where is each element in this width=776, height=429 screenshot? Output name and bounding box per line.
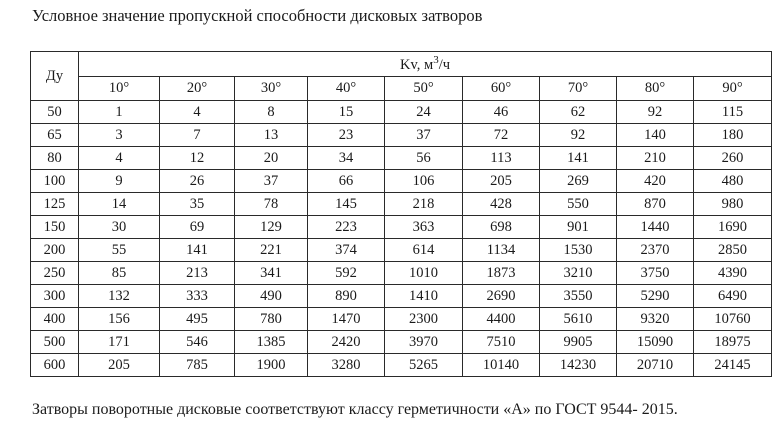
- du-cell: 150: [31, 216, 79, 239]
- angle-header-cell: 90°: [694, 77, 772, 101]
- kv-value-cell: 141: [540, 147, 617, 170]
- kv-value-cell: 14230: [540, 354, 617, 377]
- kv-value-cell: 6490: [694, 285, 772, 308]
- table-row: [31, 308, 772, 331]
- kv-value-cell: 205: [79, 354, 160, 377]
- angle-header-cell: 80°: [617, 77, 694, 101]
- kv-value-cell: 420: [617, 170, 694, 193]
- kv-value-cell: 1873: [463, 262, 540, 285]
- angle-header-cell: 30°: [235, 77, 308, 101]
- kv-value-cell: 26: [160, 170, 235, 193]
- kv-value-cell: 9: [79, 170, 160, 193]
- du-cell: 400: [31, 308, 79, 331]
- kv-value-cell: 374: [308, 239, 385, 262]
- kv-value-cell: 24: [385, 101, 463, 124]
- kv-value-cell: 1530: [540, 239, 617, 262]
- kv-value-cell: 20: [235, 147, 308, 170]
- kv-value-cell: 18975: [694, 331, 772, 354]
- kv-value-cell: 3550: [540, 285, 617, 308]
- kv-value-cell: 5265: [385, 354, 463, 377]
- kv-value-cell: 592: [308, 262, 385, 285]
- kv-value-cell: 35: [160, 193, 235, 216]
- kv-value-cell: 2300: [385, 308, 463, 331]
- kv-value-cell: 490: [235, 285, 308, 308]
- kv-value-cell: 24145: [694, 354, 772, 377]
- kv-value-cell: 363: [385, 216, 463, 239]
- kv-value-cell: 5610: [540, 308, 617, 331]
- kv-value-cell: 37: [235, 170, 308, 193]
- kv-value-cell: 698: [463, 216, 540, 239]
- kv-value-cell: 890: [308, 285, 385, 308]
- kv-value-cell: 1: [79, 101, 160, 124]
- kv-header-suffix: /ч: [438, 57, 451, 74]
- kv-value-cell: 223: [308, 216, 385, 239]
- kv-header-label: Kv, м: [399, 57, 434, 74]
- kv-value-cell: 1470: [308, 308, 385, 331]
- kv-value-cell: 780: [235, 308, 308, 331]
- du-cell: 50: [31, 101, 79, 124]
- kv-value-cell: 92: [540, 124, 617, 147]
- kv-value-cell: 171: [79, 331, 160, 354]
- kv-value-cell: 15090: [617, 331, 694, 354]
- angle-header-row: [31, 77, 772, 101]
- kv-value-cell: 333: [160, 285, 235, 308]
- kv-value-cell: 145: [308, 193, 385, 216]
- kv-value-cell: 550: [540, 193, 617, 216]
- kv-value-cell: 3: [79, 124, 160, 147]
- table-row: [31, 216, 772, 239]
- kv-value-cell: 23: [308, 124, 385, 147]
- kv-value-cell: 1410: [385, 285, 463, 308]
- kv-value-cell: 9320: [617, 308, 694, 331]
- kv-value-cell: 30: [79, 216, 160, 239]
- kv-value-cell: 2690: [463, 285, 540, 308]
- du-header: Ду: [31, 52, 79, 101]
- kv-value-cell: 85: [79, 262, 160, 285]
- kv-value-cell: 10760: [694, 308, 772, 331]
- table-row: [31, 101, 772, 124]
- kv-value-cell: 1010: [385, 262, 463, 285]
- kv-value-cell: 1440: [617, 216, 694, 239]
- table-row: [31, 193, 772, 216]
- kv-value-cell: 15: [308, 101, 385, 124]
- kv-value-cell: 4: [79, 147, 160, 170]
- kv-value-cell: 4: [160, 101, 235, 124]
- kv-value-cell: 213: [160, 262, 235, 285]
- du-cell: 125: [31, 193, 79, 216]
- kv-value-cell: 113: [463, 147, 540, 170]
- du-cell: 65: [31, 124, 79, 147]
- table-row: [31, 262, 772, 285]
- du-cell: 600: [31, 354, 79, 377]
- table-row: [31, 354, 772, 377]
- kv-value-cell: 72: [463, 124, 540, 147]
- kv-value-cell: 66: [308, 170, 385, 193]
- table-row: [31, 124, 772, 147]
- kv-value-cell: 341: [235, 262, 308, 285]
- kv-value-cell: 870: [617, 193, 694, 216]
- kv-value-cell: 269: [540, 170, 617, 193]
- du-cell: 80: [31, 147, 79, 170]
- kv-value-cell: 56: [385, 147, 463, 170]
- kv-value-cell: 480: [694, 170, 772, 193]
- table-row: [31, 239, 772, 262]
- kv-value-cell: 3970: [385, 331, 463, 354]
- table-row: [31, 331, 772, 354]
- kv-header-superscript: 3: [433, 54, 439, 67]
- kv-value-cell: 1385: [235, 331, 308, 354]
- kv-value-cell: 7510: [463, 331, 540, 354]
- kv-value-cell: 132: [79, 285, 160, 308]
- kv-value-cell: 980: [694, 193, 772, 216]
- table-row: [31, 285, 772, 308]
- kv-value-cell: 20710: [617, 354, 694, 377]
- kv-value-cell: 8: [235, 101, 308, 124]
- angle-header-cell: 10°: [79, 77, 160, 101]
- kv-value-cell: 901: [540, 216, 617, 239]
- kv-value-cell: 34: [308, 147, 385, 170]
- kv-value-cell: 4390: [694, 262, 772, 285]
- kv-value-cell: 221: [235, 239, 308, 262]
- du-cell: 500: [31, 331, 79, 354]
- kv-value-cell: 180: [694, 124, 772, 147]
- kv-value-cell: 1134: [463, 239, 540, 262]
- kv-value-cell: 1690: [694, 216, 772, 239]
- kv-value-cell: 12: [160, 147, 235, 170]
- kv-value-cell: 115: [694, 101, 772, 124]
- kv-value-cell: 5290: [617, 285, 694, 308]
- angle-header-cell: 40°: [308, 77, 385, 101]
- kv-value-cell: 495: [160, 308, 235, 331]
- kv-value-cell: 55: [79, 239, 160, 262]
- kv-value-cell: 141: [160, 239, 235, 262]
- kv-value-cell: 3210: [540, 262, 617, 285]
- angle-header-cell: 70°: [540, 77, 617, 101]
- kv-value-cell: 78: [235, 193, 308, 216]
- kv-value-cell: 218: [385, 193, 463, 216]
- kv-table: [30, 51, 772, 377]
- kv-value-cell: 62: [540, 101, 617, 124]
- kv-value-cell: 92: [617, 101, 694, 124]
- kv-value-cell: 14: [79, 193, 160, 216]
- kv-value-cell: 10140: [463, 354, 540, 377]
- kv-value-cell: 156: [79, 308, 160, 331]
- table-row: [31, 147, 772, 170]
- kv-value-cell: 785: [160, 354, 235, 377]
- kv-value-cell: 210: [617, 147, 694, 170]
- kv-value-cell: 2370: [617, 239, 694, 262]
- kv-value-cell: 7: [160, 124, 235, 147]
- kv-value-cell: 46: [463, 101, 540, 124]
- kv-value-cell: 3750: [617, 262, 694, 285]
- table-header-row: [31, 52, 772, 77]
- kv-value-cell: 2850: [694, 239, 772, 262]
- kv-value-cell: 4400: [463, 308, 540, 331]
- du-cell: 100: [31, 170, 79, 193]
- du-cell: 250: [31, 262, 79, 285]
- angle-header-cell: 50°: [385, 77, 463, 101]
- kv-value-cell: 9905: [540, 331, 617, 354]
- angle-header-cell: 60°: [463, 77, 540, 101]
- kv-value-cell: 546: [160, 331, 235, 354]
- kv-value-cell: 2420: [308, 331, 385, 354]
- kv-value-cell: 140: [617, 124, 694, 147]
- kv-value-cell: 205: [463, 170, 540, 193]
- table-row: [31, 170, 772, 193]
- kv-value-cell: 69: [160, 216, 235, 239]
- angle-header-cell: 20°: [160, 77, 235, 101]
- kv-header: [79, 52, 772, 77]
- footnote: Затворы поворотные дисковые соответствуют классу герметичности «А» по ГОСТ 9544- 2015.: [32, 401, 678, 418]
- table-body: [31, 101, 772, 377]
- kv-value-cell: 260: [694, 147, 772, 170]
- kv-value-cell: 106: [385, 170, 463, 193]
- kv-value-cell: 129: [235, 216, 308, 239]
- kv-value-cell: 1900: [235, 354, 308, 377]
- kv-value-cell: 428: [463, 193, 540, 216]
- kv-value-cell: 614: [385, 239, 463, 262]
- table-title: Условное значение пропускной способности дисковых затворов: [32, 6, 483, 25]
- kv-value-cell: 13: [235, 124, 308, 147]
- du-cell: 200: [31, 239, 79, 262]
- du-cell: 300: [31, 285, 79, 308]
- kv-value-cell: 3280: [308, 354, 385, 377]
- kv-value-cell: 37: [385, 124, 463, 147]
